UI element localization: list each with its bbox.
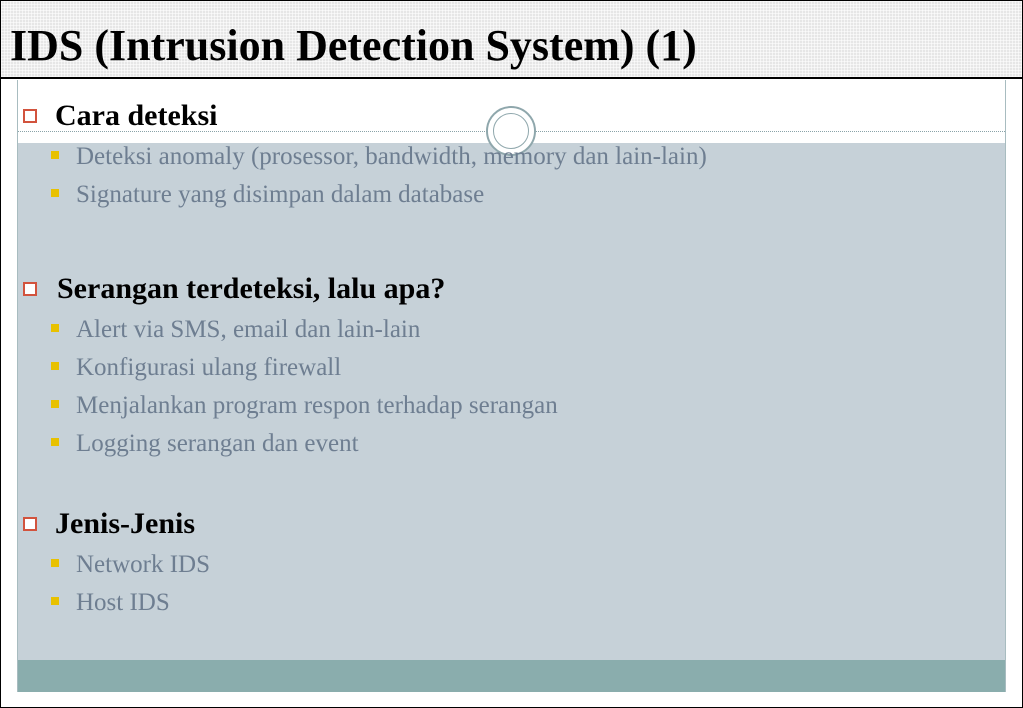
section-heading: Cara deteksi (55, 99, 218, 132)
sub-bullet-icon (51, 324, 59, 332)
sub-bullet-icon (51, 151, 59, 159)
list-item: Signature yang disimpan dalam database (76, 181, 485, 208)
sub-bullet-icon (51, 362, 59, 370)
heading-bullet-icon (23, 282, 37, 296)
footer-bar (18, 660, 1005, 692)
heading-bullet-icon (23, 517, 37, 531)
list-item: Network IDS (76, 551, 211, 578)
list-item: Logging serangan dan event (76, 430, 359, 457)
section-heading: Serangan terdeteksi, lalu apa? (57, 272, 446, 305)
list-item: Menjalankan program respon terhadap serangan (76, 392, 558, 419)
heading-bullet-icon (23, 109, 37, 123)
sub-bullet-icon (51, 189, 59, 197)
list-item: Konfigurasi ulang firewall (76, 354, 342, 381)
list-item: Host IDS (76, 589, 170, 616)
list-item: Alert via SMS, email dan lain-lain (76, 316, 421, 343)
sub-bullet-icon (51, 597, 59, 605)
sub-bullet-icon (51, 400, 59, 408)
sub-bullet-icon (51, 438, 59, 446)
list-item: Deteksi anomaly (prosessor, bandwidth, memory dan lain-lain) (76, 143, 707, 170)
title-bar (1, 1, 1022, 79)
sub-bullet-icon (51, 559, 59, 567)
slide-title: IDS (Intrusion Detection System) (1) (10, 21, 697, 70)
section-heading: Jenis-Jenis (55, 507, 196, 540)
